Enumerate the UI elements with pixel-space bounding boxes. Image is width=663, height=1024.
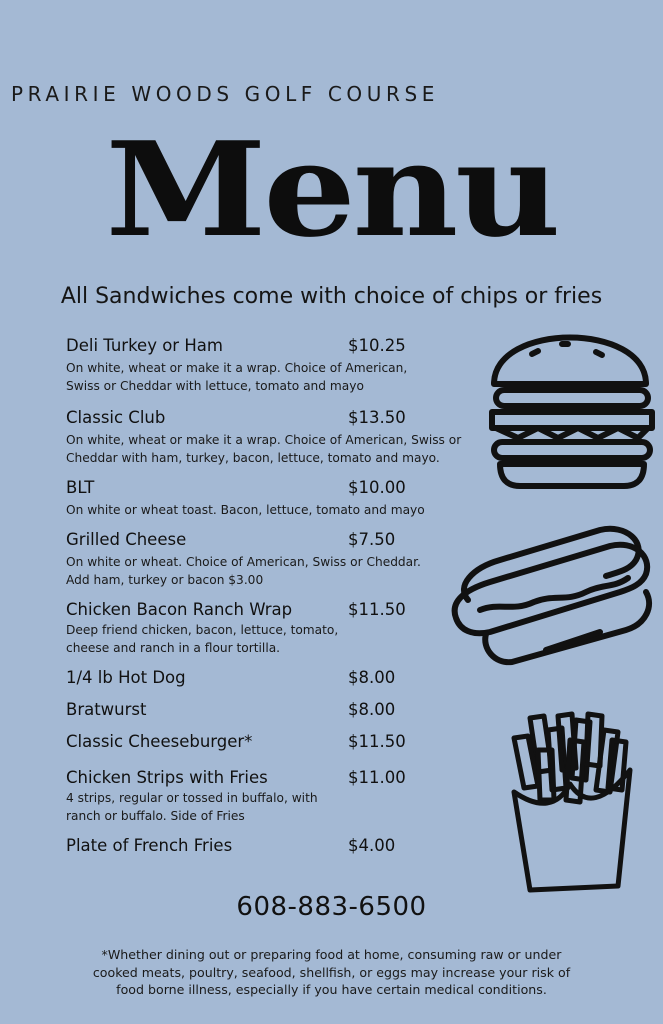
item-price: $7.50 xyxy=(348,530,396,549)
item-name: 1/4 lb Hot Dog xyxy=(66,668,186,687)
item-price: $8.00 xyxy=(348,700,396,719)
hot-dog-icon xyxy=(450,522,656,672)
item-description: On white or wheat. Choice of American, Swiss or Cheddar. Add ham, turkey or bacon $3.00 xyxy=(66,555,421,587)
item-description: On white or wheat toast. Bacon, lettuce, tomato and mayo xyxy=(66,503,425,517)
item-description: On white, wheat or make it a wrap. Choice of American, Swiss or Cheddar with lettuce, tomato and mayo xyxy=(66,361,408,393)
item-name: Classic Club xyxy=(66,408,166,427)
item-name: Chicken Strips with Fries xyxy=(66,768,268,787)
item-name: Bratwurst xyxy=(66,700,147,719)
item-price: $11.00 xyxy=(348,768,406,787)
item-price: $11.50 xyxy=(348,732,406,751)
item-name: Grilled Cheese xyxy=(66,530,187,549)
item-description: Deep friend chicken, bacon, lettuce, tomato, cheese and ranch in a flour tortilla. xyxy=(66,623,339,655)
burger-icon xyxy=(486,326,658,492)
phone-number: 608-883-6500 xyxy=(236,892,427,922)
item-name: Deli Turkey or Ham xyxy=(66,336,223,355)
item-description: On white, wheat or make it a wrap. Choice of American, Swiss or Cheddar with ham, turkey, bacon, lettuce, tomato and mayo. xyxy=(66,433,462,465)
food-safety-disclaimer: *Whether dining out or preparing food at home, consuming raw or under cooked meats, poultry, seafood, shellfish, or eggs may increase your risk of food borne illness, especially if you have certain medical conditions. xyxy=(92,947,571,998)
item-price: $13.50 xyxy=(348,408,406,427)
item-price: $8.00 xyxy=(348,668,396,687)
item-name: Plate of French Fries xyxy=(66,836,233,855)
item-price: $10.25 xyxy=(348,336,406,355)
item-name: Chicken Bacon Ranch Wrap xyxy=(66,600,293,619)
menu-subtitle: All Sandwiches come with choice of chips or fries xyxy=(60,284,603,309)
item-name: Classic Cheeseburger* xyxy=(66,732,253,751)
item-price: $4.00 xyxy=(348,836,396,855)
item-price: $10.00 xyxy=(348,478,406,497)
item-description: 4 strips, regular or tossed in buffalo, with ranch or buffalo. Side of Fries xyxy=(66,791,318,823)
menu-title: Menu xyxy=(105,113,558,266)
item-price: $11.50 xyxy=(348,600,406,619)
item-name: BLT xyxy=(66,478,95,497)
venue-name: PRAIRIE WOODS GOLF COURSE xyxy=(11,82,440,106)
fries-icon xyxy=(508,710,638,896)
